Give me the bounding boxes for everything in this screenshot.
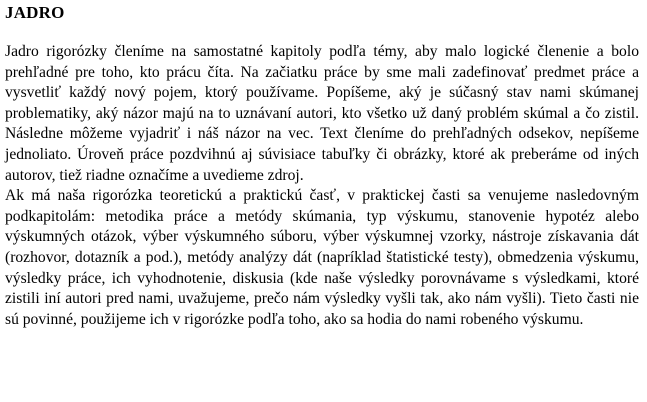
document-page: [5, 0, 639, 330]
paragraph-intro: Jadro rigorózky členíme na samostatné kapitoly podľa témy, aby malo logické členenie a bolo prehľadné pre toho, kto prácu číta. Na začiatku práce by sme mali zadefinovať predmet práce a vysvetliť každý nový pojem, ktorý používame. Popíšeme, aký je súčasný stav nami skúmanej problematiky, aký názor majú na to uznávaní autori, kto všetko už daný problém skúmal a čo zistil. Následne môžeme vyjadriť i náš názor na vec. Text členíme do prehľadných odsekov, nepíšeme jednoliato. Úroveň práce pozdvihnú aj súvisiace tabuľky či obrázky, ktoré ak preberáme od iných autorov, tiež riadne označíme a uvedieme zdroj.: [5, 43, 639, 184]
section-heading: JADRO: [5, 3, 65, 22]
paragraph-practical-part: Ak má naša rigorózka teoretickú a praktickú časť, v praktickej časti sa venujeme nasledovným podkapitolám: metodika práce a metódy skúmania, typ výskumu, stanovenie hypotéz alebo výskumných otázok, výber výskumného súboru, výber výskumnej vzorky, nástroje získavania dát (rozhovor, dotazník a pod.), metódy analýzy dát (napríklad štatistické testy), obmedzenia výskumu, výsledky práce, ich vyhodnotenie, diskusia (kde naše výsledky porovnávame s výsledkami, ktoré zistili iní autori pred nami, uvažujeme, prečo nám výsledky vyšli tak, ako nám vyšli). Tieto časti nie sú povinné, použijeme ich v rigorózke podľa toho, ako sa hodia do nami robeného výskumu.: [5, 187, 639, 328]
